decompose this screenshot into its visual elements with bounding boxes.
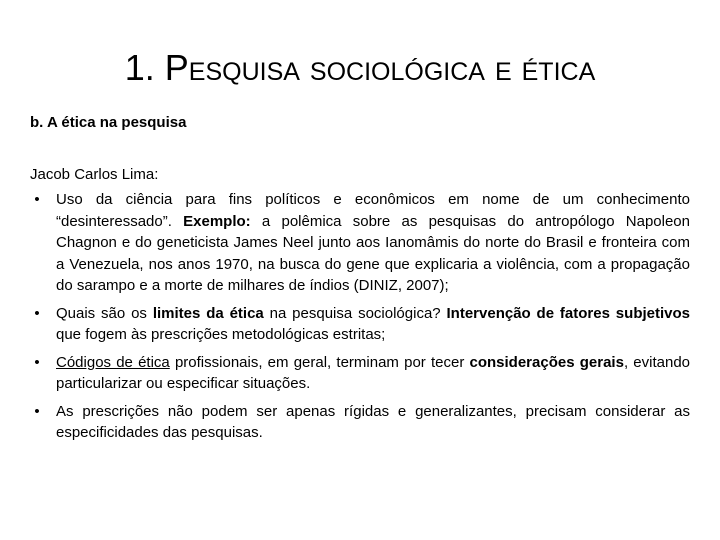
bullet-text: As prescrições não podem ser apenas rígidas e generalizantes, precisam considerar as especificidades das pesquisas. <box>56 402 690 441</box>
slide-title: 1. Pesquisa sociológica e ética <box>124 47 596 88</box>
bullet-text: Uso da ciência para fins políticos e econômicos em nome de um conhecimento “desinteressado”. <box>56 191 690 230</box>
bullet-item <box>30 352 690 395</box>
bullet-text-underlined: Códigos de ética <box>56 353 170 371</box>
bullet-text-bold: considerações gerais <box>469 353 624 371</box>
bullet-text: , evitando particularizar ou especificar situações. <box>56 353 690 392</box>
bullet-icon: • <box>34 304 40 322</box>
bullet-icon: • <box>34 353 40 371</box>
bullet-item <box>30 189 690 297</box>
bullet-text: Quais são os <box>56 304 153 322</box>
bullet-text: na pesquisa sociológica? <box>263 304 447 322</box>
bullet-item <box>30 303 690 346</box>
bullet-text: profissionais, em geral, terminam por tecer <box>169 353 470 371</box>
bullet-text: a polêmica sobre as pesquisas do antropólogo Napoleon Chagnon e do geneticista James Neel junto aos Ianomâmis do norte do Brasil e fronteira com a Venezuela, nos anos 1970, na busca do gene que explicaria a violência, com a propagação do sarampo e a morte de milhares de índios (DINIZ, 2007); <box>56 212 690 294</box>
bullet-text: que fogem às prescrições metodológicas estritas; <box>56 326 386 343</box>
bullet-text-bold: Intervenção de fatores subjetivos <box>446 304 690 322</box>
slide-subtitle: b. A ética na pesquisa <box>30 114 187 131</box>
bullet-icon: • <box>34 191 40 208</box>
bullet-list <box>30 189 690 450</box>
bullet-icon: • <box>34 402 40 420</box>
bullet-text-bold: Exemplo: <box>183 212 251 230</box>
bullet-text-bold: limites da ética <box>152 304 264 322</box>
bullet-item <box>30 401 690 444</box>
author-line: Jacob Carlos Lima: <box>30 166 159 183</box>
